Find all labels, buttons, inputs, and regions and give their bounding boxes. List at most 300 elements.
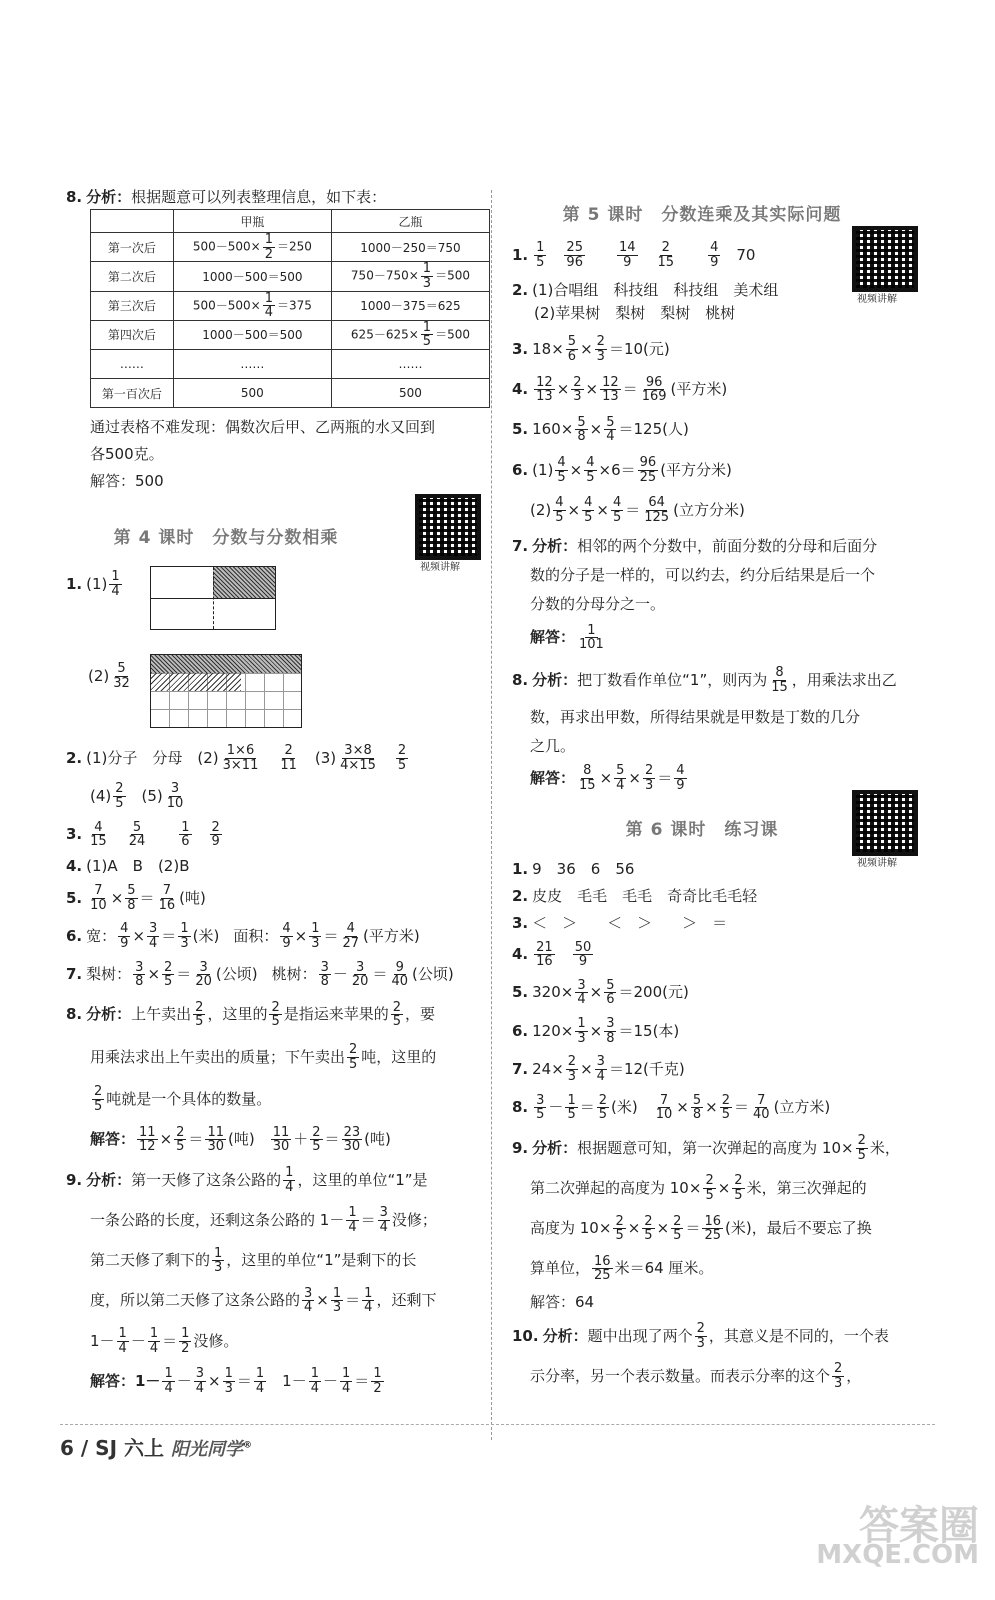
fraction: $\frac{5}{8}$ (692, 1092, 702, 1123)
fraction: $\frac{3}{8}$ (320, 959, 329, 990)
q8b-answer: 解答： $\frac{11}{12}$ × $\frac{2}{5}$ ＝ $\frac{11}{30}$ (吨) $\frac{11}{30}$ ＋ $\frac{2}{5}$ ＝ $\frac{23}{30}$ (吨) (90, 1124, 391, 1155)
r6-q9-line-4 (530, 1255, 932, 1283)
q6-label: 面积： (233, 926, 279, 945)
q-number: 9. (512, 1138, 529, 1157)
fraction: $\frac{8}{15}$ (579, 763, 596, 793)
fraction: $\frac{3}{8}$ (606, 1016, 615, 1046)
unit: (平方分米) (660, 460, 732, 479)
r6-q10-line-1 (512, 1322, 932, 1350)
fraction: $\frac{4}{9}$ (282, 921, 291, 951)
unit: (公顷) (412, 965, 454, 984)
fraction: $\frac{2}{5}$ (857, 1132, 866, 1163)
fraction: $\frac{2}{3}$ (596, 334, 605, 364)
q9-line-2: 一条公路的长度，还剩这条公路的 1－ $\frac{1}{4}$ ＝ $\frac{3}{4}$ 没修； (90, 1205, 437, 1235)
q-number: 3. (512, 913, 529, 932)
fraction: $\frac{5}{6}$ (606, 977, 615, 1008)
q8-lead: 分析： (86, 188, 132, 206)
r-q8-answer: 解答： $\frac{8}{15}$ × $\frac{5}{4}$ × $\frac{2}{3}$ ＝ $\frac{4}{9}$ (530, 763, 685, 793)
q7-number: 7. (512, 536, 529, 555)
answer-label: 解答：1－ (90, 1371, 161, 1390)
text: 70 (736, 245, 756, 264)
table-cell: 500－500× $\frac{1}{4}$ ＝375 (173, 291, 331, 320)
fraction: $\frac{5}{8}$ (127, 882, 136, 913)
q-number: 5. (512, 983, 529, 1002)
r6-q8: 8. $\frac{3}{5}$ － $\frac{1}{5}$ ＝ $\frac{2}{5}$ (米) $\frac{7}{10}$ × $\frac{5}{8}$ × $\frac{2}{5}$ ＝ $\frac{7}{40}$ (立方米) (512, 1092, 831, 1123)
q6-number: 6. (66, 926, 83, 945)
watermark-logo (816, 1503, 979, 1570)
q-number: 8. (512, 1098, 529, 1117)
r6-q9-line-1 (512, 1134, 932, 1162)
table-cell: …… (173, 350, 331, 379)
text: 米，第三次弹起的 (746, 1178, 867, 1197)
brand-logo: 阳光同学 (170, 1439, 243, 1460)
q4-text: (1)A B (2)B (86, 856, 190, 875)
q2-number: 2. (66, 748, 83, 767)
text: ，其意义是不同的，一个表 (708, 1326, 889, 1345)
answer-label: 解答： (90, 1130, 136, 1149)
q2-text: (5) (141, 787, 163, 806)
q1-p1: (1) (86, 574, 108, 593)
text: ＝125(人) (618, 420, 689, 439)
fraction: $\frac{1\times 6}{3\times 11}$ (222, 743, 259, 773)
r6-q1 (512, 859, 932, 878)
table-cell: 625－625× $\frac{1}{5}$ ＝500 (331, 320, 489, 349)
q9-line-4: 度，所以第二天修了这条公路的 $\frac{3}{4}$ × $\frac{1}{3}$ ＝ $\frac{1}{4}$ ，还剩下 (90, 1285, 437, 1316)
lesson5-heading: 第 5 课时 分数连乘及其实际问题 (562, 205, 842, 225)
text: 度，所以第二天修了这条公路的 (90, 1291, 301, 1310)
fraction: $\frac{3}{20}$ (351, 959, 369, 990)
fraction: $\frac{1}{4}$ (118, 1326, 127, 1356)
text: 一条公路的长度，还剩这条公路的 1－ (90, 1210, 345, 1229)
text: ，要 (405, 1005, 436, 1024)
fraction: $\frac{4}{5}$ (557, 455, 566, 485)
fraction: $\frac{96}{25}$ (639, 455, 657, 485)
fraction: $\frac{2}{3}$ (573, 374, 582, 405)
fraction: $\frac{11}{30}$ (272, 1124, 290, 1155)
r-q6-line-2: (2) $\frac{4}{5}$ × $\frac{4}{5}$ × $\frac{4}{5}$ ＝ $\frac{64}{125}$ (立方分米) (530, 495, 745, 526)
text: (1) (532, 460, 554, 479)
unit: (吨) (179, 888, 206, 907)
lead: 分析： (532, 670, 578, 689)
text: 吨就是一个具体的数量。 (106, 1090, 272, 1109)
fraction: $\frac{2}{5}$ (176, 1124, 185, 1155)
q9-answer: 解答：1－ $\frac{1}{4}$ － $\frac{3}{4}$ × $\frac{1}{3}$ ＝ $\frac{1}{4}$ 1－ $\frac{1}{4}$ － $\frac{1}{4}$ ＝ $\frac{1}{2}$ (90, 1366, 382, 1396)
unit: (立方米) (773, 1098, 831, 1117)
table-cell: 1000－500＝500 (173, 262, 331, 291)
fraction: $\frac{1}{4}$ (285, 1164, 294, 1195)
table-cell: 1000－500＝500 (173, 320, 331, 349)
text: 米， (869, 1138, 900, 1157)
fraction: $\frac{2}{5}$ (644, 1213, 653, 1244)
fraction: $\frac{1}{3}$ (214, 1245, 223, 1276)
text: ，用乘法求出乙 (791, 670, 897, 689)
unit: (公顷) (215, 965, 258, 984)
unit: (平方米) (363, 926, 420, 945)
fraction: $\frac{3}{4}$ (304, 1285, 313, 1316)
fraction: $\frac{1}{3}$ (180, 921, 189, 951)
fraction: $\frac{2}{5}$ (392, 999, 402, 1030)
q-number: 7. (512, 1060, 529, 1079)
fraction: $\frac{2}{5}$ (734, 1173, 743, 1203)
fraction: $\frac{3}{4}$ (596, 1054, 605, 1085)
r6-q6: 6. 120× $\frac{1}{3}$ × $\frac{3}{8}$ ＝15(本) (512, 1016, 680, 1046)
fraction: $\frac{4}{5}$ (586, 455, 595, 485)
fraction: $\frac{2}{5}$ (705, 1173, 714, 1203)
fraction: $\frac{11}{30}$ (207, 1124, 224, 1155)
q1-block (66, 570, 476, 730)
fraction: $\frac{1}{4}$ (342, 1366, 351, 1396)
q9-line-3 (90, 1247, 476, 1275)
fraction: $\frac{1}{4}$ (364, 1285, 373, 1316)
table-row (91, 262, 490, 291)
fraction: $\frac{2}{5}$ (195, 999, 204, 1030)
answer-label: 解答： (530, 628, 576, 647)
q2-text: (3) (314, 748, 337, 767)
r-q7-line-2: 数的分子是一样的，可以约去，约分后结果是后一个 (530, 565, 876, 584)
q-number: 4. (512, 945, 529, 964)
fraction: $\frac{5}{32}$ (113, 661, 130, 691)
text: ＝12(千克) (608, 1060, 685, 1079)
text: ，还剩下 (376, 1291, 437, 1310)
unit: (立方分米) (673, 501, 745, 520)
q8-conclusion-2: 各500克。 (90, 445, 164, 464)
table-row (91, 350, 490, 379)
q8-answer: 解答：500 (90, 472, 164, 491)
text: 题中出现了两个 (587, 1326, 693, 1345)
q2-line (66, 744, 476, 772)
unit: (吨) (364, 1130, 391, 1149)
q1-part1 (66, 570, 124, 598)
fraction: $\frac{7}{40}$ (753, 1092, 770, 1123)
unit: (米) (611, 1098, 638, 1117)
q8b-line-1 (66, 1001, 476, 1029)
fraction: $\frac{2}{5}$ (673, 1213, 682, 1244)
fraction: $\frac{23}{30}$ (343, 1124, 361, 1155)
q9-lead: 分析： (86, 1170, 132, 1189)
fraction: $\frac{12}{13}$ (536, 374, 553, 405)
r6-q2 (512, 886, 932, 905)
fraction: $\frac{5}{24}$ (128, 819, 146, 850)
text: 没修； (391, 1210, 437, 1229)
text: (2) (530, 501, 552, 520)
text: ，这里的单位“1”是剩下的长 (226, 1251, 417, 1270)
watermark-text: 答案圈 (859, 1503, 979, 1549)
text: 高度为 10× (530, 1219, 612, 1238)
q8b-number: 8. (66, 1005, 83, 1024)
lead: 分析： (532, 1138, 578, 1157)
fraction: $\frac{2}{9}$ (211, 819, 220, 850)
fraction: $\frac{2}{5}$ (615, 1213, 624, 1244)
fraction: $\frac{2}{5}$ (271, 999, 280, 1030)
r-q3-line: 3. 18× $\frac{5}{6}$ × $\frac{2}{3}$ ＝10(元) (512, 334, 670, 364)
q8-number: 8. (66, 188, 83, 206)
q4-line (66, 856, 476, 875)
q3-line (66, 821, 476, 849)
table-cell: 500 (173, 379, 331, 408)
fraction: $\frac{3}{5}$ (536, 1092, 545, 1123)
text: 1－ (90, 1331, 115, 1350)
table-row (91, 320, 490, 349)
fraction: $\frac{1}{3}$ (577, 1016, 586, 1046)
fraction: $\frac{2}{3}$ (834, 1361, 843, 1391)
r-q6-line: 6. (1) $\frac{4}{5}$ × $\frac{4}{5}$ ×6＝ $\frac{96}{25}$ (平方分米) (512, 455, 732, 485)
r-q8-line-2: 数，再求出甲数，所得结果就是甲数是丁数的几分 (530, 708, 861, 727)
fraction: $\frac{12}{13}$ (602, 374, 619, 405)
fraction: $\frac{2}{5}$ (397, 743, 407, 773)
unit: (米) (192, 926, 220, 945)
registered-mark: ® (242, 1440, 252, 1451)
table-row (91, 291, 490, 320)
fraction: $\frac{7}{10}$ (90, 882, 107, 913)
qr-label: 视频讲解 (420, 562, 460, 573)
text: 18× (532, 339, 564, 358)
q1-p2: (2) (88, 666, 110, 685)
q3-number: 3. (66, 825, 83, 844)
q9-line-1 (66, 1166, 476, 1194)
fraction: $\frac{4}{9}$ (676, 763, 685, 793)
r-q4-line: 4. $\frac{12}{13}$ × $\frac{2}{3}$ × $\frac{12}{13}$ ＝ $\frac{96}{169}$ (平方米) (512, 374, 728, 405)
q8-text: 根据题意可以列表整理信息，如下表： (131, 188, 387, 206)
text: ＝10(元) (608, 339, 670, 358)
q-number: 2. (512, 886, 529, 905)
lesson6-heading: 第 6 课时 练习课 (625, 819, 779, 840)
fraction: $\frac{1}{3}$ (311, 921, 320, 951)
q7-label: 梨树： (86, 965, 132, 984)
info-table (90, 209, 490, 408)
q1-number: 1. (66, 574, 83, 593)
fraction: $\frac{1}{3}$ (332, 1285, 342, 1316)
text: ， (846, 1366, 862, 1385)
q5-number: 5. (66, 888, 83, 907)
text: 把丁数看作单位“1”，则丙为 (577, 670, 768, 689)
fraction: $\frac{21}{16}$ (536, 939, 553, 970)
fraction: $\frac{9}{40}$ (391, 959, 408, 990)
fraction: $\frac{1}{2}$ (373, 1366, 382, 1396)
r6-q10-line-2 (530, 1362, 932, 1390)
table-cell: …… (331, 350, 489, 379)
q5-number: 5. (512, 420, 529, 439)
text: 是指运来苹果的 (283, 1005, 389, 1024)
fraction: $\frac{8}{15}$ (771, 664, 788, 695)
text: ＝200(元) (618, 983, 689, 1002)
fraction: $\frac{3}{4}$ (195, 1366, 205, 1396)
fraction: $\frac{1}{4}$ (149, 1326, 159, 1356)
q4-number: 4. (512, 380, 529, 399)
fraction: $\frac{4}{9}$ (710, 240, 719, 270)
fraction: $\frac{1}{2}$ (181, 1326, 190, 1356)
fraction: $\frac{3}{8}$ (135, 959, 144, 990)
table-header: 乙瓶 (331, 210, 489, 233)
r6-q9-line-3: 高度为 10× $\frac{2}{5}$ × $\frac{2}{5}$ × $\frac{2}{5}$ ＝ $\frac{16}{25}$ (米)，最后不要忘了换 (530, 1213, 872, 1244)
r-q7-answer (530, 624, 932, 652)
row-label: 第二次后 (91, 262, 174, 291)
r-q8-line-3: 之几。 (530, 737, 576, 756)
q1-part2 (88, 662, 134, 690)
fraction: $\frac{4}{27}$ (342, 921, 360, 951)
q9-number: 9. (66, 1170, 83, 1189)
table-cell: 1000－250＝750 (331, 233, 489, 262)
q3-number: 3. (512, 339, 529, 358)
q-number: 10. (512, 1326, 539, 1345)
table-row (91, 233, 490, 262)
q2-text: (1)分子 分母 (2) (86, 748, 219, 767)
r6-q5: 5. 320× $\frac{3}{4}$ × $\frac{5}{6}$ ＝200(元) (512, 977, 689, 1008)
text: 米＝64 厘米。 (614, 1259, 714, 1278)
text: 算单位， (530, 1259, 591, 1278)
q7-number: 7. (66, 965, 83, 984)
text: 根据题意可知，第一次弹起的高度为 10× (577, 1138, 854, 1157)
q8-conclusion: 通过表格不难发现：偶数次后甲、乙两瓶的水又回到 (90, 418, 436, 437)
fraction: $\frac{2}{3}$ (567, 1054, 577, 1085)
fraction: $\frac{3}{4}$ (577, 977, 586, 1008)
q6-label: 宽： (86, 926, 117, 945)
q4-number: 4. (66, 856, 83, 875)
footer-separator: / (80, 1436, 89, 1460)
text: 9 36 6 56 (532, 859, 635, 878)
q7-line: 7. 梨树： $\frac{3}{8}$ × $\frac{2}{5}$ ＝ $\frac{3}{20}$ (公顷) 桃树： $\frac{3}{8}$ － $\frac{3}{20}$ ＝ $\frac{9}{40}$ (公顷) (66, 959, 454, 990)
answer-label: 解答： (530, 768, 576, 787)
table-cell: 500 (331, 379, 489, 408)
fraction: $\frac{2}{5}$ (115, 781, 124, 812)
fraction: $\frac{5}{6}$ (567, 334, 577, 364)
text: 24× (532, 1060, 564, 1079)
fraction: $\frac{1}{4}$ (111, 569, 120, 599)
fraction: $\frac{16}{25}$ (704, 1213, 721, 1244)
r-q8-line (512, 666, 932, 694)
q2-number: 2. (512, 281, 529, 300)
text: ＜ ＞ ＜ ＞ ＞ ＝ (532, 913, 728, 932)
text: (米)，最后不要忘了换 (725, 1219, 872, 1238)
q8-line (66, 190, 476, 205)
qr-code-icon[interactable] (415, 494, 481, 560)
text: 第二天修了剩下的 (90, 1251, 211, 1270)
text: 用乘法求出上午卖出的质量；下午卖出 (90, 1047, 346, 1066)
text: 吨，这里的 (361, 1047, 437, 1066)
q6-number: 6. (512, 460, 529, 479)
text: 320× (532, 983, 574, 1002)
fraction: $\frac{2}{5}$ (598, 1092, 608, 1123)
qr-label: 视频讲解 (857, 858, 897, 869)
q-number: 1. (512, 859, 529, 878)
q8-number: 8. (512, 670, 529, 689)
lesson4-heading: 第 4 课时 分数与分数相乘 (113, 528, 339, 549)
right-column (512, 190, 932, 1391)
fraction: $\frac{1}{3}$ (224, 1366, 233, 1396)
fraction: $\frac{7}{16}$ (158, 882, 176, 913)
fraction: $\frac{1}{101}$ (579, 622, 604, 653)
fraction: $\frac{2}{3}$ (645, 763, 654, 793)
q8b-line-2 (90, 1043, 476, 1071)
fraction: $\frac{5}{8}$ (577, 414, 586, 445)
text: 相邻的两个分数中，前面分数的分母和后面分 (577, 536, 878, 555)
row-label: 第三次后 (91, 291, 174, 320)
r-q2-line-2: (2)苹果树 梨树 梨树 桃树 (534, 304, 736, 323)
footer-divider (60, 1424, 935, 1425)
fraction: $\frac{3\times 8}{4\times 15}$ (340, 743, 376, 773)
text: 没修。 (193, 1331, 239, 1350)
q5-line: 5. $\frac{7}{10}$ × $\frac{5}{8}$ ＝ $\frac{7}{16}$ (吨) (66, 882, 206, 913)
fraction: $\frac{2}{5}$ (349, 1042, 358, 1072)
figure-quarter (150, 566, 276, 630)
q2-text: (4) (90, 787, 112, 806)
fraction: $\frac{4}{5}$ (555, 495, 564, 526)
figure-grid (150, 654, 302, 728)
fraction: $\frac{11}{12}$ (139, 1124, 156, 1155)
column-divider (491, 190, 492, 1440)
fraction: $\frac{3}{4}$ (149, 921, 158, 951)
fraction: $\frac{1}{5}$ (536, 240, 545, 270)
q8b-lead: 分析： (86, 1005, 132, 1024)
fraction: $\frac{14}{9}$ (618, 240, 636, 270)
row-label: 第一次后 (91, 233, 174, 262)
fraction: $\frac{4}{9}$ (120, 921, 129, 951)
text: ，这里的单位“1”是 (297, 1170, 428, 1189)
table-row (91, 379, 490, 408)
r-q7-line-3: 分数的分母分之一。 (530, 594, 666, 613)
r-q1-line (512, 241, 932, 269)
text: 上午卖出 (131, 1005, 192, 1024)
q6-line: 6. 宽： $\frac{4}{9}$ × $\frac{3}{4}$ ＝ $\frac{1}{3}$ (米) 面积： $\frac{4}{9}$ × $\frac{1}{3}$ ＝ $\frac{4}{27}$ (平方米) (66, 921, 420, 951)
q7-label: 桃树： (271, 965, 317, 984)
table-cell: 1000－375＝625 (331, 291, 489, 320)
fraction: $\frac{3}{20}$ (195, 959, 212, 990)
unit: (平方米) (670, 380, 728, 399)
text: 160× (532, 420, 574, 439)
fraction: $\frac{5}{4}$ (606, 414, 615, 445)
table-header: 甲瓶 (173, 210, 331, 233)
text: ×6＝ (598, 460, 636, 479)
fraction: $\frac{64}{125}$ (644, 495, 670, 526)
fraction: $\frac{5}{4}$ (616, 763, 625, 793)
fraction: $\frac{2}{15}$ (657, 240, 675, 270)
lead: 分析： (532, 536, 578, 555)
text: (1)合唱组 科技组 科技组 美术组 (532, 281, 779, 300)
table-cell: 500－500× $\frac{1}{2}$ ＝250 (173, 233, 331, 262)
fraction: $\frac{2}{11}$ (280, 743, 297, 773)
left-column (66, 190, 476, 1396)
text: ，这里的 (207, 1005, 268, 1024)
fraction: $\frac{4}{5}$ (584, 495, 593, 526)
table-cell: 750－750× $\frac{1}{3}$ ＝500 (331, 262, 489, 291)
fraction: $\frac{1}{5}$ (567, 1092, 576, 1123)
fraction: $\frac{1}{4}$ (255, 1366, 265, 1396)
fraction: $\frac{3}{4}$ (379, 1205, 388, 1235)
fraction: $\frac{2}{5}$ (312, 1124, 321, 1155)
fraction: $\frac{16}{25}$ (594, 1253, 611, 1284)
text: 120× (532, 1021, 574, 1040)
q9-line-5: 1－ $\frac{1}{4}$ － $\frac{1}{4}$ ＝ $\frac{1}{2}$ 没修。 (90, 1326, 239, 1356)
fraction: $\frac{3}{10}$ (166, 781, 184, 812)
text: ＝15(本) (618, 1021, 680, 1040)
qr-label: 视频讲解 (857, 294, 897, 305)
row-label: 第四次后 (91, 320, 174, 349)
text: 1－ (282, 1371, 307, 1390)
fraction: $\frac{1}{4}$ (164, 1366, 173, 1396)
q2-line-2 (90, 782, 476, 810)
watermark-url: MXQE.COM (816, 1540, 979, 1570)
page-footer (60, 1432, 252, 1461)
fraction: $\frac{1}{6}$ (181, 819, 190, 850)
q1-number: 1. (512, 245, 529, 264)
lead: 分析： (542, 1326, 588, 1345)
fraction: $\frac{2}{5}$ (94, 1084, 103, 1115)
fraction: $\frac{4}{15}$ (90, 819, 107, 850)
r-q2-line (512, 283, 932, 298)
r6-q4 (512, 941, 932, 969)
r-q5-line: 5. 160× $\frac{5}{8}$ × $\frac{5}{4}$ ＝125(人) (512, 414, 689, 445)
fraction: $\frac{2}{5}$ (164, 959, 173, 990)
q8b-line-3 (90, 1085, 476, 1113)
